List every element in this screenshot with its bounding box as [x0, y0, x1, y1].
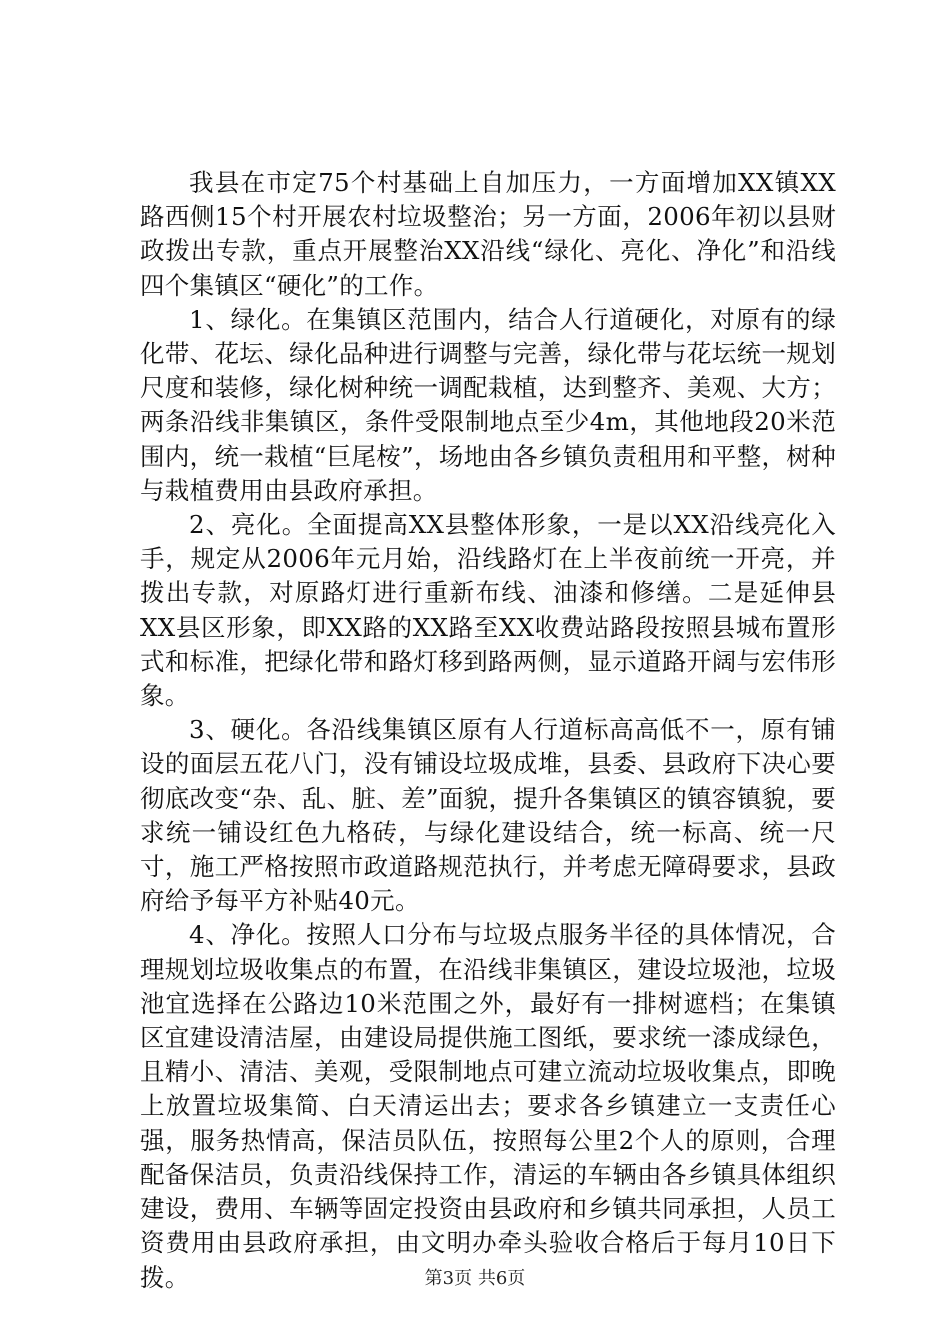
- paragraph-paving: 3、硬化。各沿线集镇区原有人行道标高高低不一，原有铺设的面层五花八门，没有铺设垃圾成堆，县委、县政府下决心要彻底改变“杂、乱、脏、差”面貌，提升各集镇区的镇容镇貌，要求统一铺设红色九格砖，与绿化建设结合，统一标高、统一尺寸，施工严格按照市政道路规范执行，并考虑无障碍要求，县政府给予每平方补贴40元。: [140, 715, 836, 916]
- paragraph-intro: 我县在市定75个村基础上自加压力，一方面增加XX镇XX路西侧15个村开展农村垃圾整治；另一方面，2006年初以县财政拨出专款，重点开展整治XX沿线“绿化、亮化、净化”和沿线四个集镇区“硬化”的工作。: [140, 168, 836, 300]
- document-body: [140, 166, 836, 1295]
- page-number-footer: 第3页 共6页: [424, 1268, 526, 1289]
- paragraph-cleaning: 4、净化。按照人口分布与垃圾点服务半径的具体情况，合理规划垃圾收集点的布置，在沿线非集镇区，建设垃圾池，垃圾池宜选择在公路边10米范围之外，最好有一排树遮档；在集镇区宜建设清洁屋，由建设局提供施工图纸，要求统一漆成绿色，且精小、清洁、美观，受限制地点可建立流动垃圾收集点，即晚上放置垃圾集简、白天清运出去；要求各乡镇建立一支责任心强，服务热情高，保洁员队伍，按照每公里2个人的原则，合理配备保洁员，负责沿线保持工作，清运的车辆由各乡镇具体组织建设，费用、车辆等固定投资由县政府和乡镇共同承担，人员工资费用由县政府承担，由文明办牵头验收合格后于每月10日下拨。: [140, 920, 836, 1292]
- paragraph-lighting: 2、亮化。全面提高XX县整体形象，一是以XX沿线亮化入手，规定从2006年元月始，沿线路灯在上半夜前统一开亮，并拨出专款，对原路灯进行重新布线、油漆和修缮。二是延伸县XX县区形象，即XX路的XX路至XX收费站路段按照县城布置形式和标准，把绿化带和路灯移到路两侧，显示道路开阔与宏伟形象。: [140, 510, 836, 711]
- paragraph-greening: 1、绿化。在集镇区范围内，结合人行道硬化，对原有的绿化带、花坛、绿化品种进行调整与完善，绿化带与花坛统一规划尺度和装修，绿化树种统一调配栽植，达到整齐、美观、大方；两条沿线非集镇区，条件受限制地点至少4m，其他地段20米范围内，统一栽植“巨尾桉”，场地由各乡镇负责租用和平整，树种与栽植费用由县政府承担。: [140, 304, 836, 505]
